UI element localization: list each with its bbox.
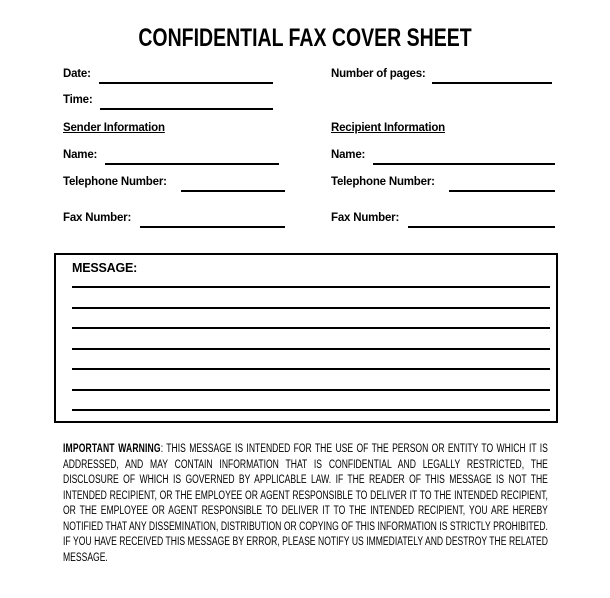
sender-name-field <box>63 148 331 163</box>
telephone-row <box>63 175 555 190</box>
message-blank-line <box>72 329 550 350</box>
recipient-name-field <box>331 148 555 163</box>
fax-row <box>63 211 555 226</box>
form-content <box>63 67 555 566</box>
pages-label: Number of pages: <box>331 68 426 80</box>
sender-telephone-blank-line <box>181 188 285 192</box>
section-headings-row <box>63 121 555 136</box>
sender-name-blank-line <box>105 161 279 165</box>
sender-fax-label: Fax Number: <box>63 212 132 224</box>
recipient-fax-label: Fax Number: <box>331 212 400 224</box>
message-blank-line <box>72 370 550 391</box>
sender-information-heading: Sender Information <box>63 122 165 134</box>
recipient-fax-blank-line <box>408 224 555 228</box>
message-label: MESSAGE: <box>72 261 138 275</box>
sender-telephone-label: Telephone Number: <box>63 176 167 188</box>
sender-heading-cell <box>63 121 331 136</box>
warning-paragraph <box>63 442 548 566</box>
time-field <box>63 93 331 108</box>
pages-blank-line <box>432 80 552 84</box>
recipient-name-label: Name: <box>331 149 366 161</box>
recipient-heading-cell <box>331 121 555 136</box>
message-lines <box>72 276 546 411</box>
recipient-telephone-field <box>331 175 555 190</box>
name-row <box>63 148 555 163</box>
time-row <box>63 93 555 108</box>
message-blank-line <box>72 350 550 371</box>
message-box <box>54 253 558 423</box>
page-title: CONFIDENTIAL FAX COVER SHEET <box>138 24 472 52</box>
date-blank-line <box>99 80 273 84</box>
recipient-name-blank-line <box>373 161 555 165</box>
date-pages-row <box>63 67 555 82</box>
message-blank-line <box>72 309 550 330</box>
recipient-information-heading: Recipient Information <box>331 122 446 134</box>
recipient-fax-field <box>331 211 555 226</box>
message-blank-line <box>72 276 550 288</box>
sender-fax-field <box>63 211 331 226</box>
date-label: Date: <box>63 68 91 80</box>
sender-name-label: Name: <box>63 149 98 161</box>
date-field <box>63 67 331 82</box>
sender-fax-blank-line <box>140 224 285 228</box>
warning-body: : THIS MESSAGE IS INTENDED FOR THE USE OF THE PERSON OR ENTITY TO WHICH IT IS ADDRESSED, AND MAY CONTAIN INFORMATION THAT IS CONFIDENTIAL AND LEGALLY RESTRICTED, THE DISCLOSURE OF WHICH IS GOVERNED BY APPLICABLE LAW. IF THE READER OF THIS MESSAGE IS NOT THE INTENDED RECIPIENT, OR THE EMPLOYEE OR AGENT RESPONSIBLE TO DELIVER IT TO THE INTENDED RECIPIENT, OR THE EMPLOYEE OR AGENT RESPONSIBLE TO DELIVER IT TO THE INTENDED RECIPIENT, YOU ARE HEREBY NOTIFIED THAT ANY DISSEMINATION, DISTRIBUTION OR COPYING OF THIS INFORMATION IS STRICTLY PROHIBITED. IF YOU HAVE RECEIVED THIS MESSAGE BY ERROR, PLEASE NOTIFY US IMMEDIATELY AND DESTROY THE RELATED MESSAGE. <box>63 443 548 564</box>
warning-lead: IMPORTANT WARNING <box>63 443 161 455</box>
recipient-telephone-label: Telephone Number: <box>331 176 435 188</box>
sender-telephone-field <box>63 175 331 190</box>
time-label: Time: <box>63 94 93 106</box>
message-blank-line <box>72 391 550 412</box>
recipient-telephone-blank-line <box>449 188 555 192</box>
time-blank-line <box>100 106 273 110</box>
message-blank-line <box>72 288 550 309</box>
pages-field <box>331 67 555 82</box>
